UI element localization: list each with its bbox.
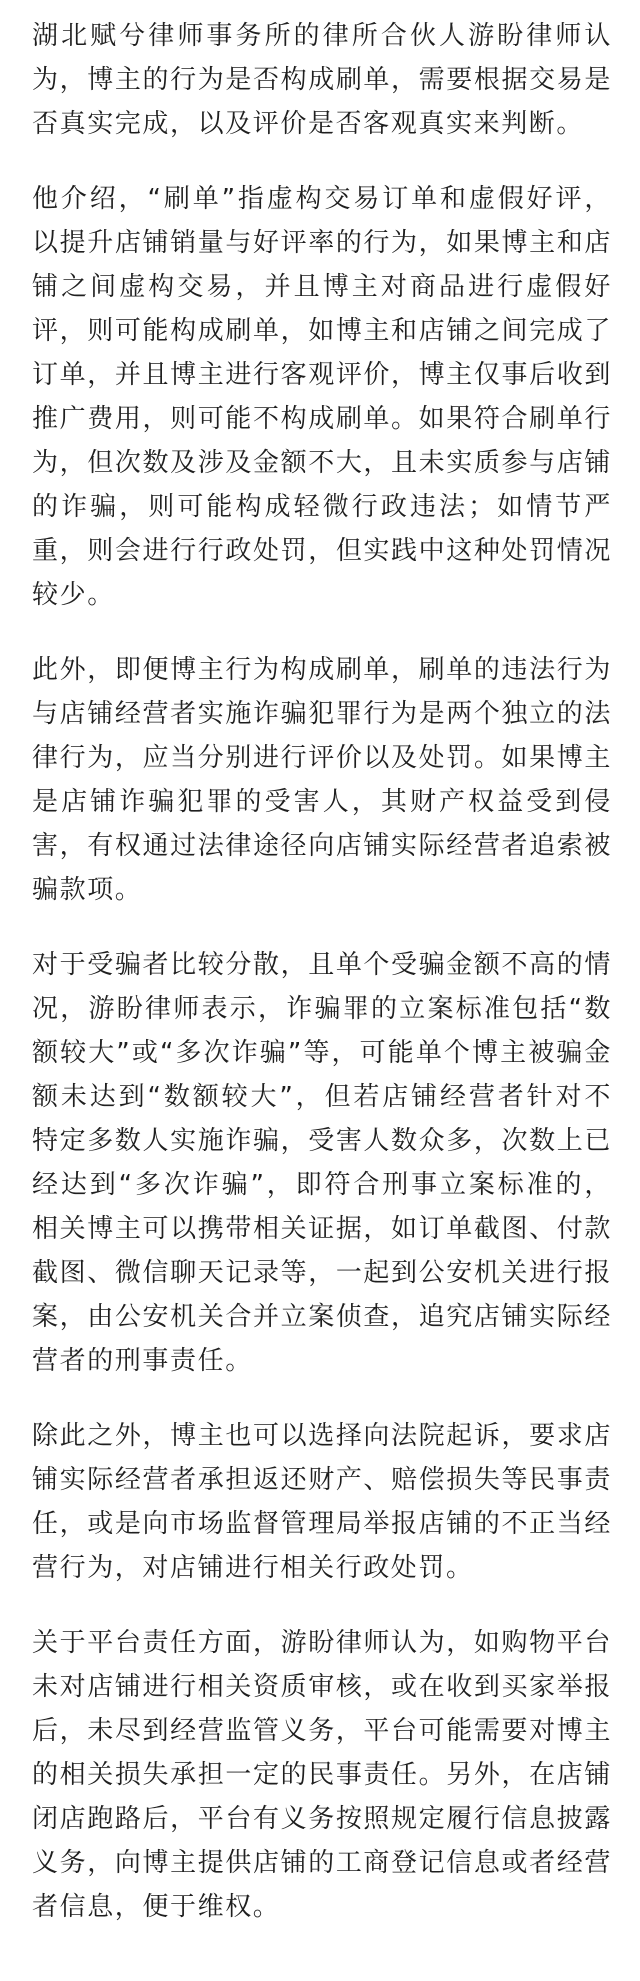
paragraph-platform-liability: 关于平台责任方面，游盼律师认为，如购物平台未对店铺进行相关资质审核，或在收到买家举报后，未尽到经营监管义务，平台可能需要对博主的相关损失承担一定的民事责任。另外，在店铺闭店跑路后，平台有义务按照规定履行信息披露义务，向博主提供店铺的工商登记信息或者经营者信息，便于维权。 [32, 1628, 612, 1922]
paragraph-separate-acts: 此外，即便博主行为构成刷单，刷单的违法行为与店铺经营者实施诈骗犯罪行为是两个独立的法律行为，应当分别进行评价以及处罚。如果博主是店铺诈骗犯罪的受害人，其财产权益受到侵害，有权通过法律途径向店铺实际经营者追索被骗款项。 [32, 655, 612, 905]
paragraph-civil-remedies: 除此之外，博主也可以选择向法院起诉，要求店铺实际经营者承担返还财产、赔偿损失等民事责任，或是向市场监督管理局举报店铺的不正当经营行为，对店铺进行相关行政处罚。 [32, 1421, 612, 1583]
paragraph-lawyer-opinion: 湖北赋兮律师事务所的律所合伙人游盼律师认为，博主的行为是否构成刷单，需要根据交易是否真实完成，以及评价是否客观真实来判断。 [32, 21, 612, 139]
paragraph-criminal-filing: 对于受骗者比较分散，且单个受骗金额不高的情况，游盼律师表示，诈骗罪的立案标准包括“数额较大”或“多次诈骗”等，可能单个博主被骗金额未达到“数额较大”，但若店铺经营者针对不特定多数人实施诈骗，受害人数众多，次数上已经达到“多次诈骗”，即符合刑事立案标准的，相关博主可以携带相关证据，如订单截图、付款截图、微信聊天记录等，一起到公安机关进行报案，由公安机关合并立案侦查，追究店铺实际经营者的刑事责任。 [32, 950, 612, 1376]
paragraph-brushing-definition: 他介绍，“刷单”指虚构交易订单和虚假好评，以提升店铺销量与好评率的行为，如果博主和店铺之间虚构交易，并且博主对商品进行虚假好评，则可能构成刷单，如博主和店铺之间完成了订单，并且博主进行客观评价，博主仅事后收到推广费用，则可能不构成刷单。如果符合刷单行为，但次数及涉及金额不大，且未实质参与店铺的诈骗，则可能构成轻微行政违法；如情节严重，则会进行行政处罚，但实践中这种处罚情况较少。 [32, 184, 612, 610]
